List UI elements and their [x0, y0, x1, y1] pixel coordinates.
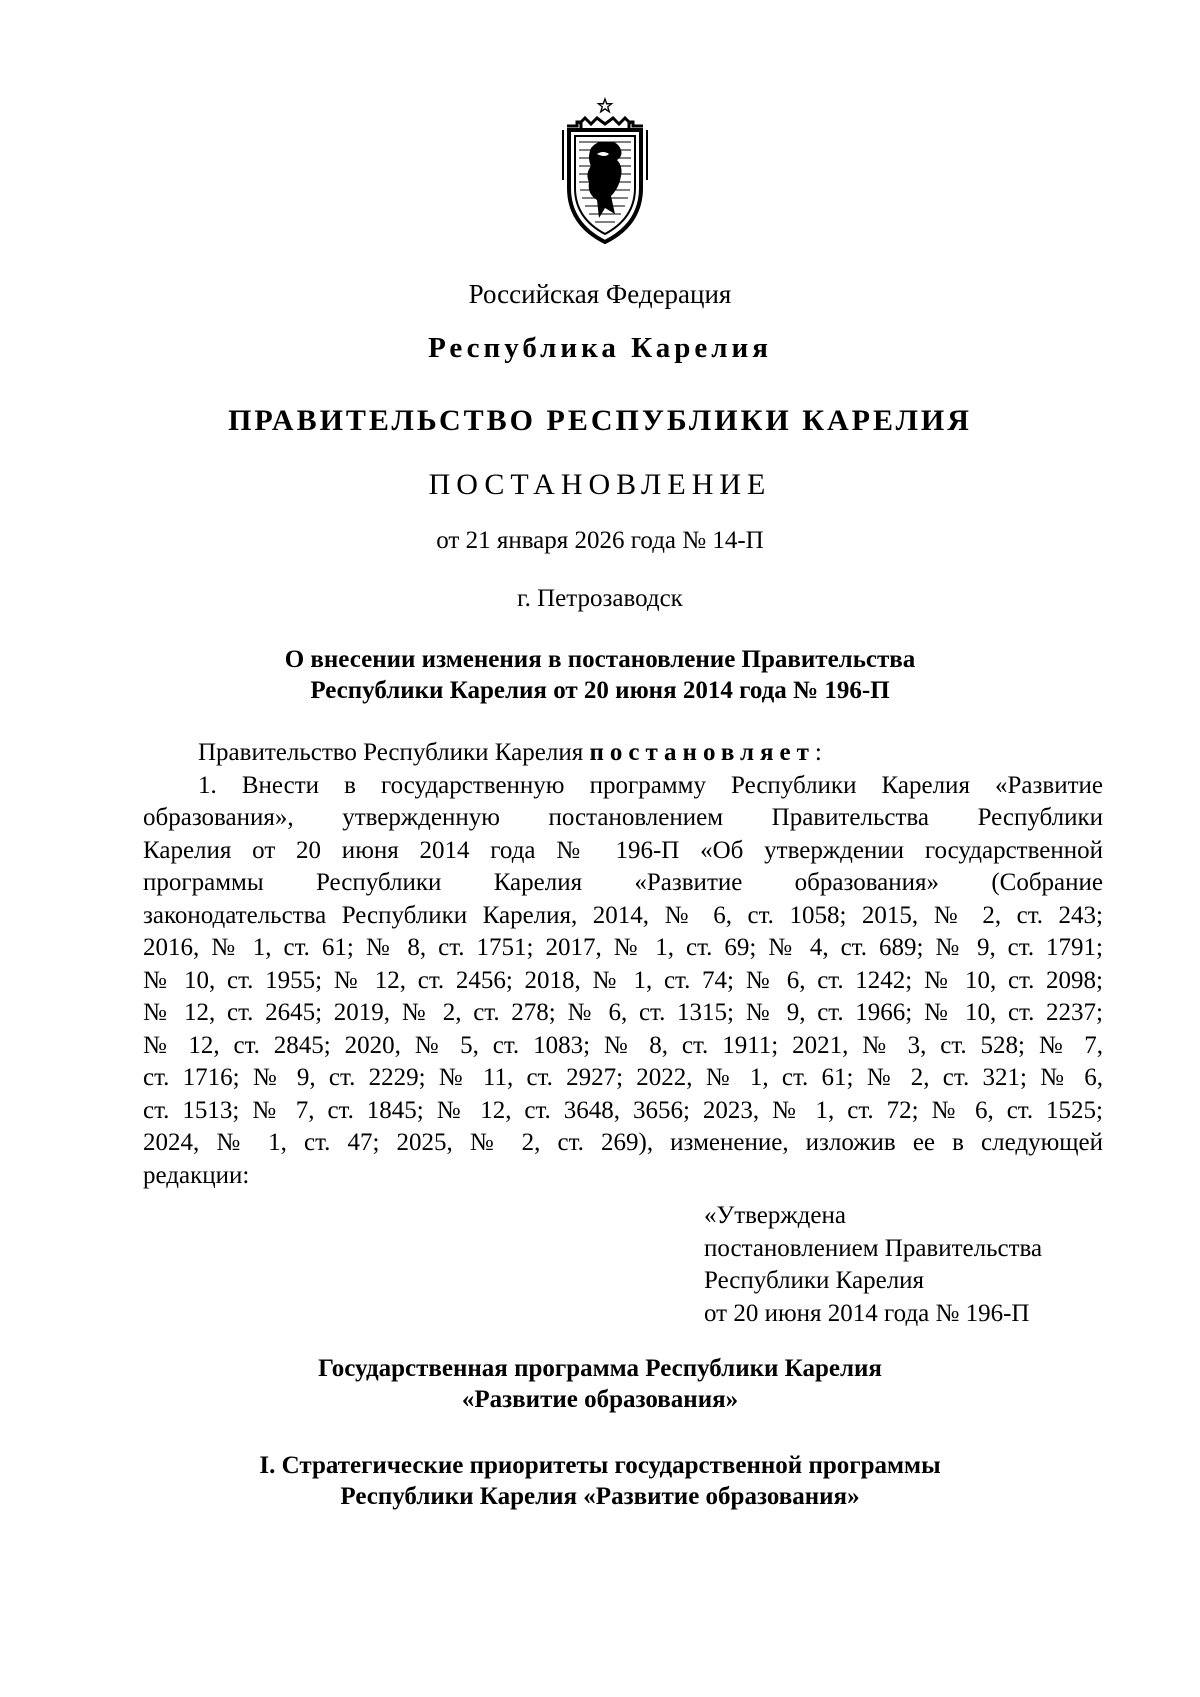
paragraph-line: № 12, ст. 2845; 2020, № 5, ст. 1083; № 8, ст. 1911; 2021, № 3, ст. 528; № 7,: [143, 1031, 1103, 1059]
section-title-line: I. Стратегические приоритеты государственной программы: [259, 1452, 941, 1479]
intro-decree-word: постановляет: [589, 739, 815, 766]
paragraph-line: программы Республики Карелия «Развитие образования» (Собрание: [143, 869, 1103, 896]
document-type: ПОСТАНОВЛЕНИЕ: [428, 468, 772, 501]
country-name: Российская Федерация: [468, 279, 732, 309]
paragraph-line: законодательства Республики Карелия, 2014, № 6, ст. 1058; 2015, № 2, ст. 243;: [143, 901, 1103, 929]
document-body: [143, 737, 1103, 1192]
paragraph-line: ст. 1716; № 9, ст. 2229; № 11, ст. 2927; 2022, № 1, ст. 61; № 2, ст. 321; № 6,: [143, 1064, 1103, 1091]
approval-line: от 20 июня 2014 года № 196-П: [704, 1299, 1030, 1327]
paragraph-line: ст. 1513; № 7, ст. 1845; № 12, ст. 3648, 3656; 2023, № 1, ст. 72; № 6, ст. 1525;: [143, 1096, 1103, 1124]
paragraph-line: № 12, ст. 2645; 2019, № 2, ст. 278; № 6, ст. 1315; № 9, ст. 1966; № 10, ст. 2237;: [143, 999, 1103, 1026]
paragraph-line: 1. Внести в государственную программу Республики Карелия «Развитие: [198, 771, 1103, 799]
paragraph-line: № 10, ст. 1955; № 12, ст. 2456; 2018, № 1, ст. 74; № 6, ст. 1242; № 10, ст. 2098;: [143, 966, 1103, 994]
approval-line: «Утверждена: [704, 1202, 846, 1229]
approval-stamp-block: [704, 1200, 1124, 1330]
document-title-line: Республики Карелия от 20 июня 2014 года № 196-П: [310, 677, 890, 704]
program-title-line: «Развитие образования»: [461, 1386, 739, 1413]
paragraph-line: 2024, № 1, ст. 47; 2025, № 2, ст. 269), изменение, изложив ее в следующей: [143, 1129, 1103, 1156]
government-name: ПРАВИТЕЛЬСТВО РЕСПУБЛИКИ КАРЕЛИЯ: [228, 404, 972, 437]
intro-suffix: :: [814, 739, 822, 766]
paragraph-line: редакции:: [143, 1161, 250, 1189]
item-1-paragraph: [143, 770, 1103, 1193]
paragraph-line: Карелия от 20 июня 2014 года № 196-П «Об утверждении государственной: [143, 836, 1103, 864]
intro-prefix: Правительство Республики Карелия: [198, 739, 590, 766]
program-title: [0, 1353, 1200, 1415]
republic-name: Республика Карелия: [428, 332, 772, 364]
document-title-line: О внесении изменения в постановление Правительства: [284, 646, 916, 673]
document-date-number: от 21 января 2026 года № 14-П: [436, 527, 764, 554]
paragraph-line: образования», утвержденную постановлением Правительства Республики: [143, 804, 1103, 831]
program-title-line: Государственная программа Республики Карелия: [318, 1355, 882, 1382]
karelia-coat-of-arms-emblem: [557, 96, 653, 246]
approval-line: постановлением Правительства: [704, 1234, 1043, 1262]
section-title: [0, 1450, 1200, 1512]
document-title: [0, 644, 1200, 706]
document-place: г. Петрозаводск: [517, 585, 683, 612]
approval-line: Республики Карелия: [704, 1267, 925, 1294]
intro-paragraph: [143, 737, 1103, 770]
paragraph-line: 2016, № 1, ст. 61; № 8, ст. 1751; 2017, № 1, ст. 69; № 4, ст. 689; № 9, ст. 1791;: [143, 934, 1103, 961]
section-title-line: Республики Карелия «Развитие образования»: [340, 1483, 860, 1510]
